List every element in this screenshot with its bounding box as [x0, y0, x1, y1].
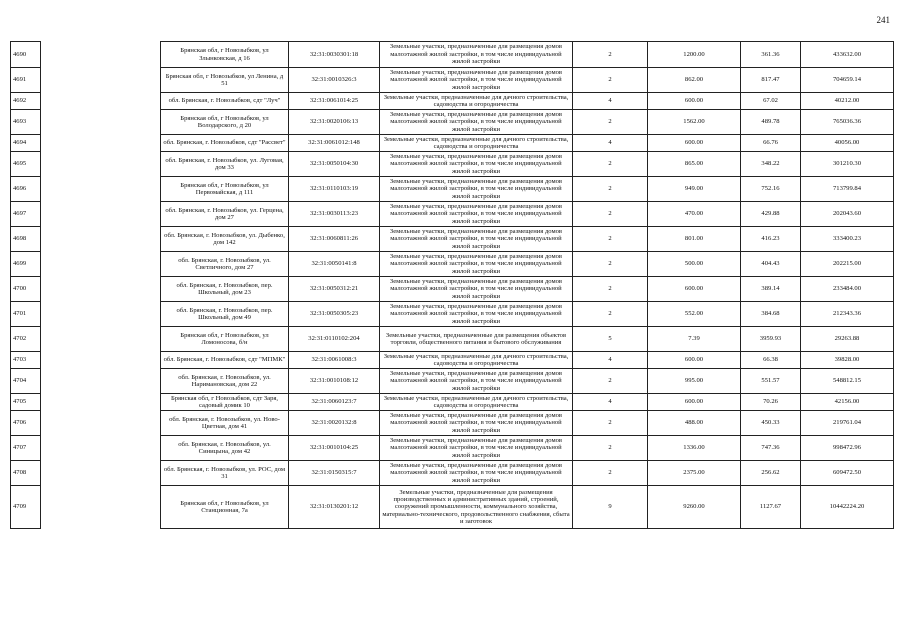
row-number: 4707	[11, 436, 41, 461]
area-cell: 1562.00	[648, 110, 741, 135]
blank-cell	[41, 352, 161, 369]
land-use-cell: Земельные участки, предназначенные для размещения домов малоэтажной жилой застройки, в том числе индивидуальной жилой застройки	[380, 461, 573, 486]
land-use-cell: Земельные участки, предназначенные для дачного строительства, садоводства и огородничества	[380, 93, 573, 110]
cadastral-value-cell: 39828.00	[801, 352, 894, 369]
table-body	[11, 42, 894, 529]
use-group-cell: 2	[573, 461, 648, 486]
specific-value-cell: 384.68	[741, 302, 801, 327]
specific-value-cell: 67.02	[741, 93, 801, 110]
use-group-cell: 2	[573, 227, 648, 252]
use-group-cell: 2	[573, 277, 648, 302]
address-cell: обл. Брянская, г. Новозыбков, пер. Школьный, дом 23	[161, 277, 289, 302]
blank-cell	[41, 461, 161, 486]
use-group-cell: 2	[573, 252, 648, 277]
use-group-cell: 2	[573, 177, 648, 202]
use-group-cell: 4	[573, 93, 648, 110]
specific-value-cell: 747.36	[741, 436, 801, 461]
use-group-cell: 4	[573, 135, 648, 152]
blank-cell	[41, 277, 161, 302]
specific-value-cell: 404.43	[741, 252, 801, 277]
address-cell: Брянская обл, г Новозыбков, ул Станционная, 7а	[161, 486, 289, 529]
address-cell: обл. Брянская, г. Новозыбков, сдт "Луч"	[161, 93, 289, 110]
cadastral-number-cell: 32:31:0110102:204	[289, 327, 380, 352]
address-cell: Брянская обл, г Новозыбков, ул Первомайская, д 111	[161, 177, 289, 202]
address-cell: Брянская обл, г Новозыбков, сдт Заря, садовый домик 10	[161, 394, 289, 411]
address-cell: обл. Брянская, г. Новозыбков, ул. Наримановская, дом 22	[161, 369, 289, 394]
cadastral-number-cell: 32:31:0030301:18	[289, 42, 380, 68]
cadastral-number-cell: 32:31:0010326:3	[289, 68, 380, 93]
row-number: 4703	[11, 352, 41, 369]
address-cell: обл. Брянская, г. Новозыбков, ул. Герцена, дом 27	[161, 202, 289, 227]
table-row	[11, 277, 894, 302]
use-group-cell: 2	[573, 42, 648, 68]
use-group-cell: 4	[573, 394, 648, 411]
row-number: 4690	[11, 42, 41, 68]
specific-value-cell: 70.26	[741, 394, 801, 411]
table-row	[11, 110, 894, 135]
land-use-cell: Земельные участки, предназначенные для размещения домов малоэтажной жилой застройки, в том числе индивидуальной жилой застройки	[380, 302, 573, 327]
land-use-cell: Земельные участки, предназначенные для размещения домов малоэтажной жилой застройки, в том числе индивидуальной жилой застройки	[380, 177, 573, 202]
specific-value-cell: 752.16	[741, 177, 801, 202]
blank-cell	[41, 436, 161, 461]
area-cell: 2375.00	[648, 461, 741, 486]
address-cell: Брянская обл, г Новозыбков, ул Злынковская, д 16	[161, 42, 289, 68]
specific-value-cell: 489.78	[741, 110, 801, 135]
area-cell: 600.00	[648, 277, 741, 302]
blank-cell	[41, 42, 161, 68]
table-row	[11, 486, 894, 529]
blank-cell	[41, 327, 161, 352]
land-registry-table	[10, 41, 894, 529]
cadastral-number-cell: 32:31:0060123:7	[289, 394, 380, 411]
use-group-cell: 2	[573, 436, 648, 461]
area-cell: 1200.00	[648, 42, 741, 68]
cadastral-number-cell: 32:31:0150315:7	[289, 461, 380, 486]
cadastral-number-cell: 32:31:0061012:148	[289, 135, 380, 152]
use-group-cell: 2	[573, 202, 648, 227]
cadastral-number-cell: 32:31:0050104:30	[289, 152, 380, 177]
table-row	[11, 394, 894, 411]
table-row	[11, 252, 894, 277]
use-group-cell: 2	[573, 302, 648, 327]
row-number: 4695	[11, 152, 41, 177]
area-cell: 949.00	[648, 177, 741, 202]
row-number: 4691	[11, 68, 41, 93]
area-cell: 600.00	[648, 135, 741, 152]
table-row	[11, 436, 894, 461]
row-number: 4697	[11, 202, 41, 227]
land-use-cell: Земельные участки, предназначенные для размещения домов малоэтажной жилой застройки, в том числе индивидуальной жилой застройки	[380, 110, 573, 135]
area-cell: 552.00	[648, 302, 741, 327]
land-use-cell: Земельные участки, предназначенные для размещения домов малоэтажной жилой застройки, в том числе индивидуальной жилой застройки	[380, 252, 573, 277]
land-use-cell: Земельные участки, предназначенные для размещения домов малоэтажной жилой застройки, в том числе индивидуальной жилой застройки	[380, 411, 573, 436]
row-number: 4693	[11, 110, 41, 135]
cadastral-value-cell: 29263.88	[801, 327, 894, 352]
cadastral-number-cell: 32:31:0061008:3	[289, 352, 380, 369]
land-use-cell: Земельные участки, предназначенные для размещения домов малоэтажной жилой застройки, в том числе индивидуальной жилой застройки	[380, 68, 573, 93]
cadastral-value-cell: 42156.00	[801, 394, 894, 411]
area-cell: 600.00	[648, 93, 741, 110]
cadastral-value-cell: 713799.84	[801, 177, 894, 202]
land-use-cell: Земельные участки, предназначенные для размещения домов малоэтажной жилой застройки, в том числе индивидуальной жилой застройки	[380, 369, 573, 394]
cadastral-value-cell: 609472.50	[801, 461, 894, 486]
blank-cell	[41, 227, 161, 252]
address-cell: обл. Брянская, г. Новозыбков, пер. Школьный, дом 49	[161, 302, 289, 327]
area-cell: 862.00	[648, 68, 741, 93]
row-number: 4696	[11, 177, 41, 202]
cadastral-value-cell: 202215.00	[801, 252, 894, 277]
specific-value-cell: 361.36	[741, 42, 801, 68]
use-group-cell: 2	[573, 110, 648, 135]
row-number: 4692	[11, 93, 41, 110]
specific-value-cell: 551.57	[741, 369, 801, 394]
address-cell: обл. Брянская, г. Новозыбков, ул. Синицына, дом 42	[161, 436, 289, 461]
area-cell: 1336.00	[648, 436, 741, 461]
use-group-cell: 2	[573, 152, 648, 177]
specific-value-cell: 66.76	[741, 135, 801, 152]
cadastral-number-cell: 32:31:0020132:8	[289, 411, 380, 436]
cadastral-number-cell: 32:31:0010104:25	[289, 436, 380, 461]
row-number: 4702	[11, 327, 41, 352]
row-number: 4701	[11, 302, 41, 327]
land-use-cell: Земельные участки, предназначенные для дачного строительства, садоводства и огородничества	[380, 394, 573, 411]
address-cell: обл. Брянская, г. Новозыбков, ул. Дыбенко, дом 142	[161, 227, 289, 252]
specific-value-cell: 416.23	[741, 227, 801, 252]
blank-cell	[41, 252, 161, 277]
area-cell: 470.00	[648, 202, 741, 227]
table-row	[11, 93, 894, 110]
address-cell: обл. Брянская, г. Новозыбков, ул. Луговая, дом 33	[161, 152, 289, 177]
row-number: 4709	[11, 486, 41, 529]
table-row	[11, 302, 894, 327]
row-number: 4704	[11, 369, 41, 394]
cadastral-value-cell: 219761.04	[801, 411, 894, 436]
cadastral-number-cell: 32:31:0020106:13	[289, 110, 380, 135]
blank-cell	[41, 68, 161, 93]
table-row	[11, 177, 894, 202]
cadastral-value-cell: 333400.23	[801, 227, 894, 252]
area-cell: 600.00	[648, 352, 741, 369]
specific-value-cell: 450.33	[741, 411, 801, 436]
blank-cell	[41, 486, 161, 529]
table-row	[11, 135, 894, 152]
table-row	[11, 152, 894, 177]
area-cell: 7.39	[648, 327, 741, 352]
table-row	[11, 369, 894, 394]
table-row	[11, 68, 894, 93]
cadastral-number-cell: 32:31:0061014:25	[289, 93, 380, 110]
land-use-cell: Земельные участки, предназначенные для размещения домов малоэтажной жилой застройки, в том числе индивидуальной жилой застройки	[380, 227, 573, 252]
area-cell: 500.00	[648, 252, 741, 277]
specific-value-cell: 1127.67	[741, 486, 801, 529]
specific-value-cell: 817.47	[741, 68, 801, 93]
blank-cell	[41, 394, 161, 411]
blank-cell	[41, 110, 161, 135]
address-cell: обл. Брянская, г. Новозыбков, сдт "МПМК"	[161, 352, 289, 369]
table-row	[11, 42, 894, 68]
area-cell: 865.00	[648, 152, 741, 177]
specific-value-cell: 348.22	[741, 152, 801, 177]
address-cell: Брянская обл, г Новозыбков, ул Ломоносова, б/н	[161, 327, 289, 352]
cadastral-value-cell: 765036.36	[801, 110, 894, 135]
land-use-cell: Земельные участки, предназначенные для размещения объектов торговли, общественного питания и бытового обслуживания	[380, 327, 573, 352]
land-use-cell: Земельные участки, предназначенные для размещения домов малоэтажной жилой застройки, в том числе индивидуальной жилой застройки	[380, 202, 573, 227]
cadastral-value-cell: 212343.36	[801, 302, 894, 327]
row-number: 4705	[11, 394, 41, 411]
specific-value-cell: 66.38	[741, 352, 801, 369]
row-number: 4708	[11, 461, 41, 486]
address-cell: обл. Брянская, г. Новозыбков, сдт "Рассвет"	[161, 135, 289, 152]
land-use-cell: Земельные участки, предназначенные для размещения домов малоэтажной жилой застройки, в том числе индивидуальной жилой застройки	[380, 152, 573, 177]
cadastral-value-cell: 40056.00	[801, 135, 894, 152]
cadastral-value-cell: 433632.00	[801, 42, 894, 68]
specific-value-cell: 429.88	[741, 202, 801, 227]
use-group-cell: 2	[573, 369, 648, 394]
cadastral-value-cell: 301210.30	[801, 152, 894, 177]
area-cell: 995.00	[648, 369, 741, 394]
cadastral-value-cell: 998472.96	[801, 436, 894, 461]
table-row	[11, 352, 894, 369]
specific-value-cell: 3959.93	[741, 327, 801, 352]
blank-cell	[41, 135, 161, 152]
area-cell: 801.00	[648, 227, 741, 252]
use-group-cell: 5	[573, 327, 648, 352]
address-cell: обл. Брянская, г. Новозыбков, ул. Светличного, дом 27	[161, 252, 289, 277]
address-cell: Брянская обл, г Новозыбков, ул Володарского, д 20	[161, 110, 289, 135]
use-group-cell: 9	[573, 486, 648, 529]
table-row	[11, 202, 894, 227]
specific-value-cell: 389.14	[741, 277, 801, 302]
cadastral-number-cell: 32:31:0050305:23	[289, 302, 380, 327]
cadastral-value-cell: 10442224.20	[801, 486, 894, 529]
cadastral-value-cell: 548812.15	[801, 369, 894, 394]
land-use-cell: Земельные участки, предназначенные для размещения домов малоэтажной жилой застройки, в том числе индивидуальной жилой застройки	[380, 436, 573, 461]
cadastral-number-cell: 32:31:0050312:21	[289, 277, 380, 302]
table-row	[11, 327, 894, 352]
cadastral-value-cell: 40212.00	[801, 93, 894, 110]
area-cell: 9260.00	[648, 486, 741, 529]
row-number: 4698	[11, 227, 41, 252]
table-row	[11, 411, 894, 436]
row-number: 4694	[11, 135, 41, 152]
cadastral-number-cell: 32:31:0050141:8	[289, 252, 380, 277]
blank-cell	[41, 152, 161, 177]
land-use-cell: Земельные участки, предназначенные для дачного строительства, садоводства и огородничества	[380, 352, 573, 369]
address-cell: Брянская обл, г Новозыбков, ул Ленина, д 51	[161, 68, 289, 93]
cadastral-number-cell: 32:31:0130201:12	[289, 486, 380, 529]
land-use-cell: Земельные участки, предназначенные для дачного строительства, садоводства и огородничества	[380, 135, 573, 152]
cadastral-number-cell: 32:31:0060811:26	[289, 227, 380, 252]
cadastral-number-cell: 32:31:0030113:23	[289, 202, 380, 227]
specific-value-cell: 256.62	[741, 461, 801, 486]
row-number: 4699	[11, 252, 41, 277]
use-group-cell: 2	[573, 68, 648, 93]
table-row	[11, 461, 894, 486]
cadastral-number-cell: 32:31:0010108:12	[289, 369, 380, 394]
area-cell: 488.00	[648, 411, 741, 436]
area-cell: 600.00	[648, 394, 741, 411]
cadastral-value-cell: 233484.00	[801, 277, 894, 302]
blank-cell	[41, 411, 161, 436]
land-use-cell: Земельные участки, предназначенные для размещения производственных и административных зданий, строений, сооружений промышленности, коммунального хозяйства, материально-технического, продовольственного снабжения, сбыта и заготовок	[380, 486, 573, 529]
blank-cell	[41, 369, 161, 394]
row-number: 4706	[11, 411, 41, 436]
blank-cell	[41, 93, 161, 110]
use-group-cell: 2	[573, 411, 648, 436]
use-group-cell: 4	[573, 352, 648, 369]
blank-cell	[41, 302, 161, 327]
address-cell: обл. Брянская, г. Новозыбков, ул. РОС, дом 31	[161, 461, 289, 486]
cadastral-value-cell: 202043.60	[801, 202, 894, 227]
address-cell: обл. Брянская, г. Новозыбков, ул. Ново-Цветная, дом 41	[161, 411, 289, 436]
blank-cell	[41, 202, 161, 227]
cadastral-number-cell: 32:31:0110103:19	[289, 177, 380, 202]
cadastral-value-cell: 704659.14	[801, 68, 894, 93]
page-number: 241	[876, 15, 890, 25]
land-use-cell: Земельные участки, предназначенные для размещения домов малоэтажной жилой застройки, в том числе индивидуальной жилой застройки	[380, 277, 573, 302]
land-use-cell: Земельные участки, предназначенные для размещения домов малоэтажной жилой застройки, в том числе индивидуальной жилой застройки	[380, 42, 573, 68]
table-row	[11, 227, 894, 252]
row-number: 4700	[11, 277, 41, 302]
blank-cell	[41, 177, 161, 202]
